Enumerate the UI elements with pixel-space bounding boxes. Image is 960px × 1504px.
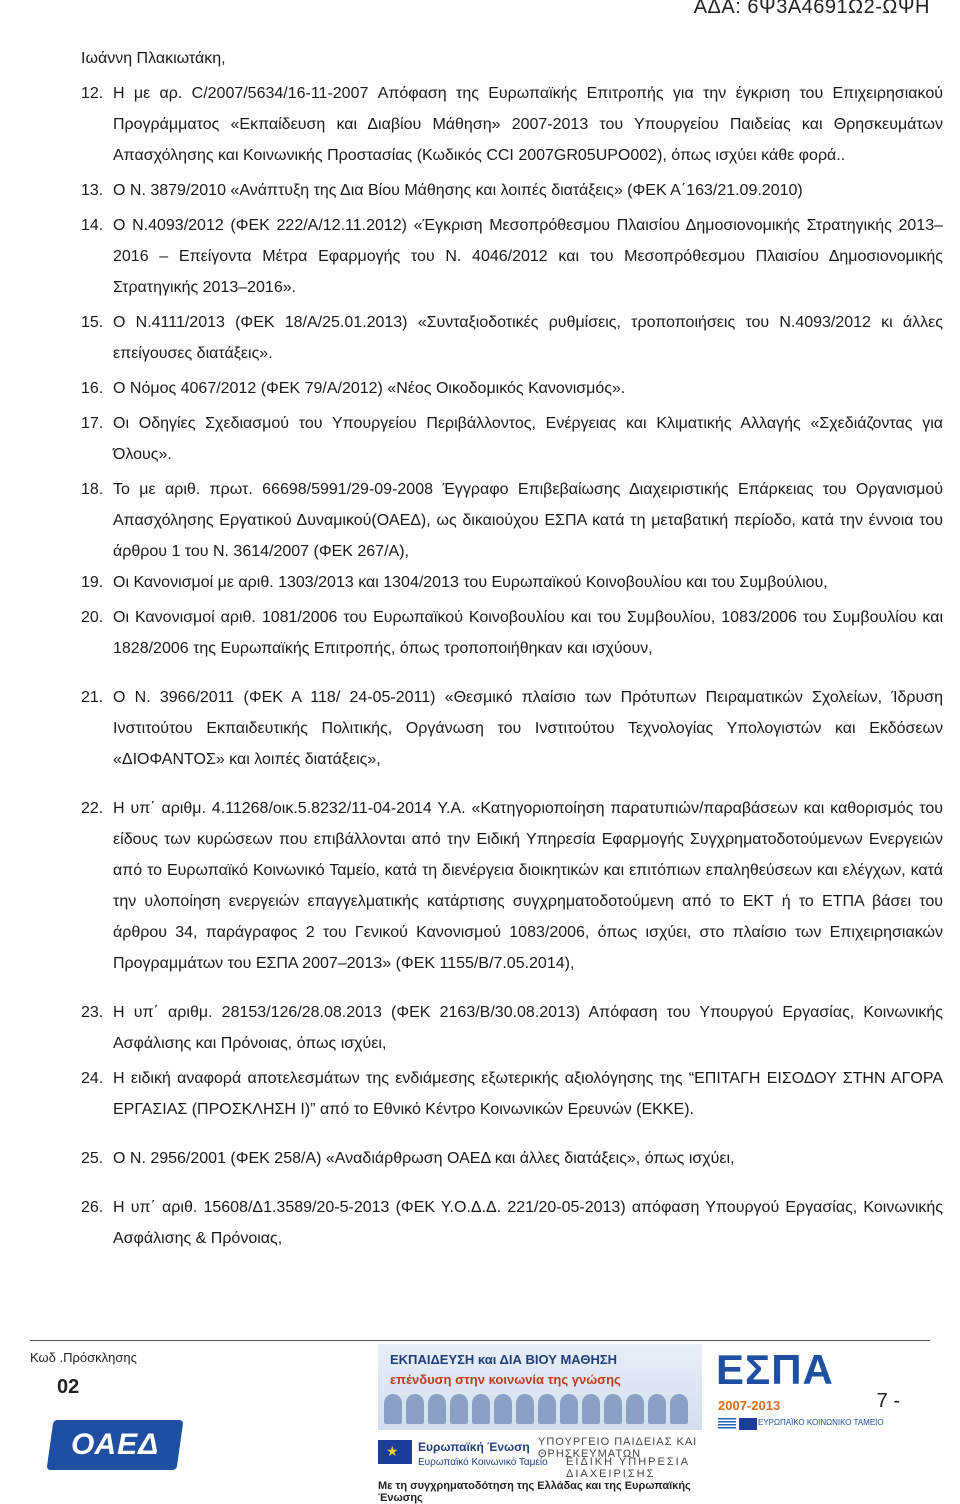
ada-code: ΑΔΑ: 6Ψ3Α4691Ω2-ΩΨΗ — [693, 0, 930, 18]
item-number: 20. — [81, 609, 104, 626]
eu-fund-label: Ευρωπαϊκό Κοινωνικό Ταμείο — [418, 1457, 548, 1468]
item-text: Η με αρ. C/2007/5634/16-11-2007 Απόφαση της Ευρωπαϊκής Επιτροπής για την έγκριση του Επιχειρησιακού Προγράμματος «Εκπαίδευση και Διαβίου Μάθηση» 2007-2013 του Υπουργείου Παιδείας και Θρησκευμάτων Απασχόλησης και Κοινωνικής Προστασίας (Κωδικός CCI 2007GR05UPO002), όπως ισχύει κάθε φορά.. — [113, 85, 943, 164]
item-text: Η υπ΄ αριθμ. 4.11268/οικ.5.8232/11-04-2014 Υ.Α. «Κατηγοριοποίηση παρατυπιών/παραβάσεων και καθορισμός του είδους των κυρώσεων που επιβάλλονται από την Ειδική Υπηρεσία Εφαρμογής Συγχρηματοδοτούμενων Ενεργειών από το Ευρωπαϊκό Κοινωνικό Ταμείο, κατά τη διενέργεια διοικητικών και επιτόπιων επαληθεύσεων και ελέγχων, κατά την υλοποίηση ενεργειών επαγγελματικής κατάρτισης συγχρηματοδοτούμενη από το ΕΚΤ ή το ΕΤΠΑ βάσει του άρθρου 34, παράγραφος 2 του Γενικού Κανονισμού 1083/2006, όπως ισχύει, στο πλαίσιο των Επιχειρησιακών Προγραμμάτων του ΕΣΠΑ 2007‒2013» (ΦΕΚ 1155/Β/7.05.2014), — [113, 800, 943, 972]
ministry-label: ΥΠΟΥΡΓΕΙΟ ΠΑΙΔΕΙΑΣ ΚΑΙ ΘΡΗΣΚΕΥΜΑΤΩΝ — [538, 1436, 698, 1460]
espa-logo — [716, 1346, 884, 1430]
item-number: 16. — [81, 380, 104, 397]
program-banner-title: ΕΚΠΑΙΔΕΥΣΗ και ΔΙΑ ΒΙΟΥ ΜΑΘΗΣΗ — [390, 1352, 618, 1367]
list-item — [81, 474, 943, 567]
list-item — [81, 210, 943, 303]
espa-logo-years: 2007-2013 — [718, 1398, 781, 1413]
footer-divider — [30, 1340, 930, 1341]
item-text: Οι Κανονισμοί αριθ. 1081/2006 του Ευρωπαϊκού Κοινοβουλίου και του Συμβουλίου, 1083/2006 του Συμβουλίου και 1828/2006 της Ευρωπαϊκής Επιτροπής, όπως τροποποιήθηκαν και ισχύουν, — [113, 609, 943, 657]
item-number: 17. — [81, 415, 104, 432]
list-item — [81, 682, 943, 775]
page-number: 7 - — [876, 1390, 900, 1412]
program-banner-subtitle: επένδυση στην κοινωνία της γνώσης — [390, 1372, 621, 1387]
item-text: Η υπ΄ αριθμ. 28153/126/28.08.2013 (ΦΕΚ 2163/Β/30.08.2013) Απόφαση του Υπουργού Εργασίας, Κοινωνικής Ασφάλισης και Πρόνοιας, όπως ισχύει, — [113, 1004, 943, 1052]
list-item — [81, 1143, 943, 1174]
item-text: Το με αριθ. πρωτ. 66698/5991/29-09-2008 Έγγραφο Επιβεβαίωσης Διαχειριστικής Επάρκειας του Οργανισμού Απασχόλησης Εργατικού Δυναμικού(ΟΑΕΔ), ως δικαιούχου ΕΣΠΑ κατά τη μεταβατική περίοδο, κατά την έννοια του άρθρου 1 του Ν. 3614/2007 (ΦΕΚ 267/Α), — [113, 481, 943, 560]
espa-flags — [718, 1418, 757, 1430]
call-code-value: 02 — [57, 1376, 80, 1398]
call-code-label: Κωδ .Πρόσκλησης — [30, 1350, 137, 1365]
item-number: 12. — [81, 85, 104, 102]
program-banner — [378, 1344, 702, 1504]
list-item — [81, 373, 943, 404]
item-number: 24. — [81, 1070, 104, 1087]
item-number: 23. — [81, 1004, 104, 1021]
item-number: 26. — [81, 1199, 104, 1216]
list-item — [81, 602, 943, 664]
list-item — [81, 307, 943, 369]
list-item — [81, 175, 943, 206]
program-banner-image — [378, 1344, 702, 1430]
list-item — [81, 1192, 943, 1254]
item-text: Οι Οδηγίες Σχεδιασμού του Υπουργείου Περιβάλλοντος, Ενέργειας και Κλιματικής Αλλαγής «Σχεδιάζοντας για Όλους». — [113, 415, 943, 463]
list-item — [81, 567, 943, 598]
item-text: Η ειδική αναφορά αποτελεσμάτων της ενδιάμεσης εξωτερικής αξιολόγησης της “ΕΠΙΤΑΓΗ ΕΙΣΟΔΟΥ ΣΤΗΝ ΑΓΟΡΑ ΕΡΓΑΣΙΑΣ (ΠΡΟΣΚΛΗΣΗ Ι)” από το Εθνικό Κέντρο Κοινωνικών Ερευνών (ΕΚΚΕ). — [113, 1070, 943, 1118]
item-number: 22. — [81, 800, 104, 817]
espa-logo-text: ΕΣΠΑ — [716, 1346, 834, 1393]
item-text: Ο Ν. 3966/2011 (ΦΕΚ Α 118/ 24-05-2011) «Θεσμικό πλαίσιο των Πρότυπων Πειραματικών Σχολείων, Ίδρυση Ινστιτούτου Εκπαιδευτικής Πολιτικής, Οργάνωση του Ινστιτούτου Τεχνολογίας Υπολογιστών και Εκδόσεων «ΔΙΟΦΑΝΤΟΣ» και λοιπές διατάξεις», — [113, 689, 943, 768]
list-item — [81, 1063, 943, 1125]
cofunding-statement: Με τη συγχρηματοδότηση της Ελλάδας και της Ευρωπαϊκής Ένωσης — [378, 1480, 691, 1504]
item-text: Οι Κανονισμοί με αριθ. 1303/2013 και 1304/2013 του Ευρωπαϊκού Κοινοβουλίου και του Συμβούλιου, — [113, 574, 828, 591]
item-number: 21. — [81, 689, 104, 706]
eu-flag-icon: ★ — [378, 1440, 412, 1464]
people-silhouettes-icon — [384, 1394, 688, 1424]
list-item — [81, 793, 943, 979]
item-text: Ο Ν.4111/2013 (ΦΕΚ 18/Α/25.01.2013) «Συνταξιοδοτικές ρυθμίσεις, τροποποιήσεις του Ν.4093/2012 κι άλλες επείγουσες διατάξεις». — [113, 314, 943, 362]
item-number: 15. — [81, 314, 104, 331]
oaed-logo — [46, 1420, 183, 1470]
eu-flag-icon — [739, 1418, 757, 1430]
list-item — [81, 408, 943, 470]
managing-authority-label: ΕΙΔΙΚΗ ΥΠΗΡΕΣΙΑ ΔΙΑΧΕΙΡΙΣΗΣ — [566, 1456, 690, 1480]
item-text: Η υπ΄ αριθ. 15608/Δ1.3589/20-5-2013 (ΦΕΚ Υ.Ο.Δ.Δ. 221/20-05-2013) απόφαση Υπουργού Εργασίας, Κοινωνικής Ασφάλισης & Πρόνοιας, — [113, 1199, 943, 1247]
greek-flag-icon — [718, 1418, 736, 1430]
oaed-logo-text: ΟΑΕΔ — [70, 1428, 160, 1461]
item-number: 13. — [81, 182, 104, 199]
document-body — [81, 44, 943, 1254]
item-number: 18. — [81, 481, 104, 498]
item-text: Ο Ν.4093/2012 (ΦΕΚ 222/Α/12.11.2012) «Έγκριση Μεσοπρόθεσμου Πλαισίου Δημοσιονομικής Στρατηγικής 2013‒2016 ‒ Επείγοντα Μέτρα Εφαρμογής του Ν. 4046/2012 και του Μεσοπρόθεσμου Πλαισίου Δημοσιονομικής Στρατηγικής 2013‒2016». — [113, 217, 943, 296]
item-text: Ο Ν. 3879/2010 «Ανάπτυξη της Δια Βίου Μάθησης και λοιπές διατάξεις» (ΦΕΚ Α΄163/21.09.2010) — [113, 182, 803, 199]
intro-line: Ιωάννη Πλακιωτάκη, — [81, 50, 226, 67]
item-number: 14. — [81, 217, 104, 234]
list-item — [81, 997, 943, 1059]
espa-logo-subtitle: ΕΥΡΩΠΑΪΚΟ ΚΟΙΝΩΝΙΚΟ ΤΑΜΕΙΟ — [758, 1418, 884, 1427]
item-text: Ο Νόμος 4067/2012 (ΦΕΚ 79/Α/2012) «Νέος Οικοδομικός Κανονισμός». — [113, 380, 626, 397]
page-footer — [0, 1340, 960, 1504]
list-item — [81, 78, 943, 171]
eu-union-label: Ευρωπαϊκή Ένωση — [418, 1440, 530, 1454]
item-number: 25. — [81, 1150, 104, 1167]
item-number: 19. — [81, 574, 104, 591]
item-text: Ο Ν. 2956/2001 (ΦΕΚ 258/Α) «Αναδιάρθρωση ΟΑΕΔ και άλλες διατάξεις», όπως ισχύει, — [113, 1150, 735, 1167]
